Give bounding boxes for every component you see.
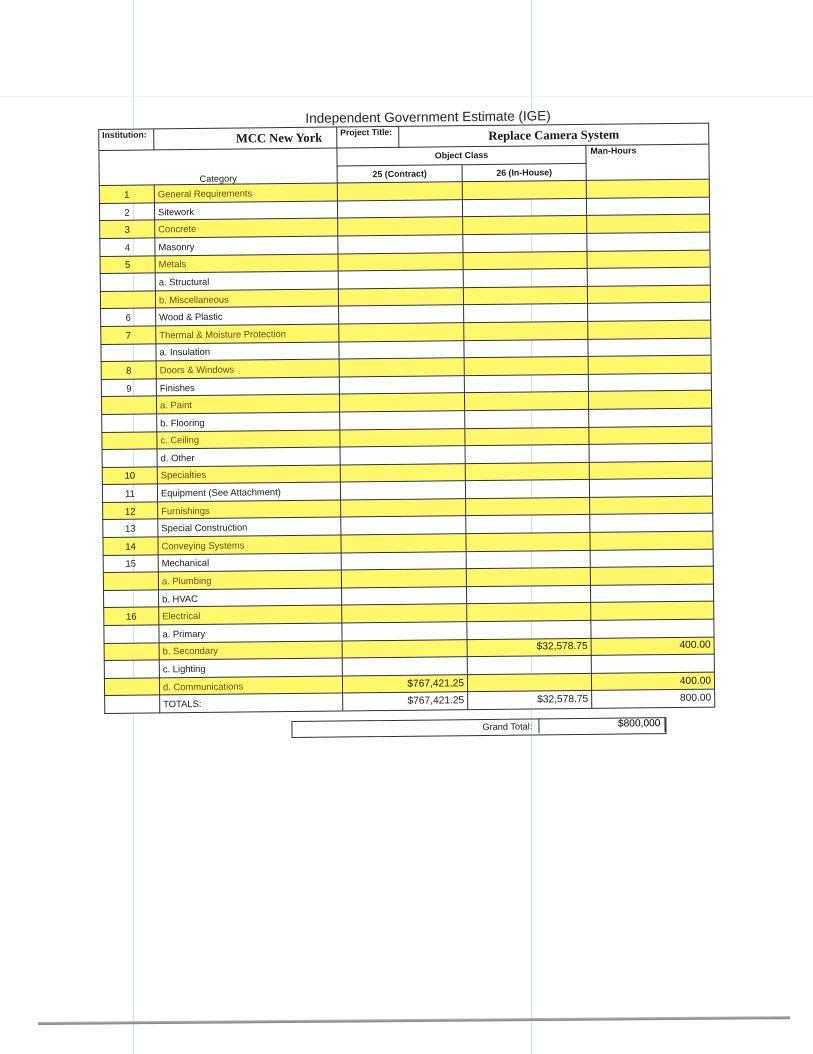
row-label: Conveying Systems xyxy=(158,535,341,555)
row-number xyxy=(101,343,156,361)
hours-cell xyxy=(590,496,713,515)
ige-sheet xyxy=(98,105,726,733)
contract-cell xyxy=(342,622,467,641)
row-number xyxy=(100,273,155,291)
hours-cell xyxy=(588,390,711,409)
row-number: 5 xyxy=(100,255,155,273)
totals-label: TOTALS: xyxy=(160,693,343,713)
row-label: Wood & Plastic xyxy=(156,306,339,326)
row-label: b. HVAC xyxy=(159,588,342,608)
hours-cell xyxy=(589,461,712,480)
hours-cell xyxy=(591,619,714,638)
page-title: Independent Government Estimate (IGE) xyxy=(305,108,551,126)
row-label: a. Insulation xyxy=(156,342,339,362)
contract-cell xyxy=(337,199,462,218)
inhouse-header: 26 (In-House) xyxy=(462,163,586,182)
hours-cell xyxy=(586,197,709,216)
contract-cell xyxy=(339,393,464,412)
row-number: 14 xyxy=(103,537,158,555)
row-number: 9 xyxy=(101,379,156,397)
inhouse-cell xyxy=(464,304,588,323)
row-label: Metals xyxy=(155,254,338,274)
row-label: a. Structural xyxy=(155,271,338,291)
inhouse-cell xyxy=(465,444,589,463)
row-label: b. Flooring xyxy=(157,412,340,432)
row-number xyxy=(102,414,157,432)
row-number: 11 xyxy=(102,484,157,502)
inhouse-cell xyxy=(462,198,586,217)
row-label: a. Primary xyxy=(159,623,342,643)
contract-cell xyxy=(342,639,467,658)
grand-total-cell xyxy=(538,717,665,733)
inhouse-cell xyxy=(466,550,590,569)
contract-cell xyxy=(339,358,464,377)
hours-cell xyxy=(590,584,713,603)
hours-cell xyxy=(588,373,711,392)
contract-cell xyxy=(338,235,463,254)
hours-cell: 400.00 xyxy=(591,672,714,691)
object-class-header: Object Class xyxy=(337,145,586,165)
contract-header: 25 (Contract) xyxy=(337,164,462,183)
row-label: Sitework xyxy=(154,201,337,221)
row-label: Thermal & Moisture Protection xyxy=(156,324,339,344)
hours-cell xyxy=(591,602,714,621)
totals-contract: $767,421.25 xyxy=(343,692,468,711)
inhouse-cell xyxy=(463,216,587,235)
hours-cell xyxy=(587,285,710,304)
contract-cell xyxy=(337,182,462,201)
row-number xyxy=(104,590,159,608)
inhouse-cell xyxy=(467,620,591,639)
contract-cell xyxy=(340,446,465,465)
row-label: Doors & Windows xyxy=(156,359,339,379)
row-number: 10 xyxy=(102,467,157,485)
row-label: Special Construction xyxy=(158,517,341,537)
contract-cell xyxy=(342,657,467,676)
inhouse-cell xyxy=(463,269,587,288)
institution-value: MCC New York xyxy=(154,127,337,150)
inhouse-cell xyxy=(464,339,588,358)
row-label: d. Other xyxy=(157,447,340,467)
inhouse-cell xyxy=(467,603,591,622)
inhouse-cell xyxy=(465,462,589,481)
row-number: 15 xyxy=(103,555,158,573)
inhouse-cell xyxy=(462,181,586,200)
inhouse-cell: $32,578.75 xyxy=(467,638,591,657)
row-number: 8 xyxy=(101,361,156,379)
totals-hours: 800.00 xyxy=(592,689,715,708)
totals-inhouse: $32,578.75 xyxy=(468,691,592,710)
totals-spacer xyxy=(105,695,160,713)
inhouse-cell xyxy=(463,251,587,270)
contract-cell xyxy=(341,569,466,588)
inhouse-cell xyxy=(466,497,590,516)
row-number xyxy=(104,625,159,643)
row-label: Concrete xyxy=(155,218,338,238)
inhouse-cell xyxy=(465,427,589,446)
inhouse-cell xyxy=(464,357,588,376)
hours-cell xyxy=(587,267,710,286)
hours-cell xyxy=(588,338,711,357)
inhouse-cell xyxy=(464,374,588,393)
contract-cell xyxy=(342,604,467,623)
row-number: 7 xyxy=(101,326,156,344)
row-label: Mechanical xyxy=(158,553,341,573)
row-label: Specialties xyxy=(157,465,340,485)
row-number xyxy=(102,431,157,449)
hours-cell xyxy=(589,443,712,462)
institution-label: Institution: xyxy=(99,129,154,151)
hours-cell xyxy=(587,232,710,251)
contract-cell xyxy=(341,516,466,535)
row-number xyxy=(104,678,159,696)
row-number: 2 xyxy=(99,203,154,221)
row-number: 6 xyxy=(101,308,156,326)
contract-cell xyxy=(340,481,465,500)
contract-cell xyxy=(341,551,466,570)
row-number: 13 xyxy=(103,519,158,537)
inhouse-cell xyxy=(466,568,590,587)
contract-cell xyxy=(340,463,465,482)
row-number xyxy=(104,660,159,678)
contract-cell xyxy=(339,323,464,342)
inhouse-cell xyxy=(463,233,587,252)
inhouse-cell xyxy=(464,392,588,411)
inhouse-cell xyxy=(463,286,587,305)
manhours-header: Man-Hours xyxy=(586,144,709,180)
row-label: Masonry xyxy=(155,236,338,256)
row-number xyxy=(100,291,155,309)
contract-cell xyxy=(341,499,466,518)
inhouse-cell xyxy=(466,585,590,604)
hours-cell xyxy=(591,654,714,673)
row-number: 12 xyxy=(103,502,158,520)
row-label: Furnishings xyxy=(158,500,341,520)
row-label: b. Secondary xyxy=(159,641,342,661)
contract-cell xyxy=(341,534,466,553)
project-label: Project Title: xyxy=(337,126,399,148)
inhouse-cell xyxy=(464,321,588,340)
hours-cell xyxy=(589,478,712,497)
contract-cell xyxy=(341,587,466,606)
hours-cell xyxy=(588,302,711,321)
row-label: Finishes xyxy=(156,377,339,397)
contract-cell xyxy=(339,340,464,359)
inhouse-cell xyxy=(467,673,591,692)
row-number xyxy=(101,396,156,414)
contract-cell: $767,421.25 xyxy=(342,674,467,693)
hours-cell xyxy=(589,426,712,445)
hours-cell xyxy=(587,250,710,269)
row-number: 4 xyxy=(100,238,155,256)
hours-cell xyxy=(590,514,713,533)
contract-cell xyxy=(340,411,465,430)
grand-total-value: $800,000 xyxy=(617,718,661,730)
inhouse-cell xyxy=(465,480,589,499)
hours-cell: 400.00 xyxy=(591,637,714,656)
row-number: 3 xyxy=(100,220,155,238)
row-number xyxy=(104,643,159,661)
scan-edge-line xyxy=(38,1016,790,1025)
hours-cell xyxy=(589,408,712,427)
hours-cell xyxy=(588,320,711,339)
notebook-rule-top xyxy=(0,96,813,97)
hours-cell xyxy=(586,179,709,198)
row-number xyxy=(102,449,157,467)
contract-cell xyxy=(338,252,463,271)
row-number: 1 xyxy=(99,185,154,203)
hours-cell xyxy=(590,566,713,585)
contract-cell xyxy=(340,428,465,447)
project-value: Replace Camera System xyxy=(399,123,709,147)
estimate-table xyxy=(98,123,715,714)
hours-cell xyxy=(590,531,713,550)
grand-total-box xyxy=(291,717,666,738)
contract-cell xyxy=(339,375,464,394)
category-header: Category xyxy=(99,148,337,186)
row-label: Equipment (See Attachment) xyxy=(157,482,340,502)
row-label: Electrical xyxy=(159,605,342,625)
inhouse-cell xyxy=(465,409,589,428)
inhouse-cell xyxy=(466,515,590,534)
contract-cell xyxy=(338,217,463,236)
row-label: a. Paint xyxy=(156,394,339,414)
row-label: b. Miscellaneous xyxy=(155,289,338,309)
row-label: c. Ceiling xyxy=(157,429,340,449)
inhouse-cell xyxy=(466,532,590,551)
grand-total-label: Grand Total: xyxy=(482,721,533,733)
hours-cell xyxy=(588,355,711,374)
inhouse-cell xyxy=(467,656,591,675)
row-label: a. Plumbing xyxy=(158,570,341,590)
contract-cell xyxy=(338,270,463,289)
contract-cell xyxy=(339,305,464,324)
row-label: General Requirements xyxy=(154,183,337,203)
hours-cell xyxy=(587,214,710,233)
row-number: 16 xyxy=(104,607,159,625)
row-label: c. Lighting xyxy=(159,658,342,678)
contract-cell xyxy=(338,287,463,306)
hours-cell xyxy=(590,549,713,568)
row-label: d. Communications xyxy=(159,676,342,696)
row-number xyxy=(103,572,158,590)
